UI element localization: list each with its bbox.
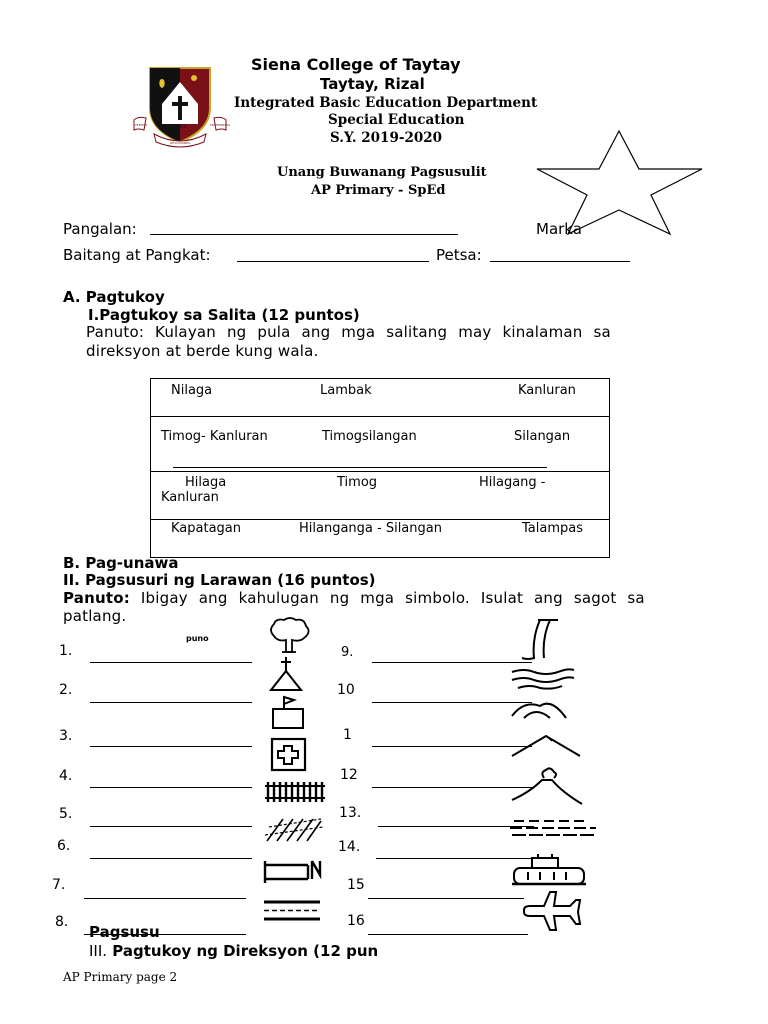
answer-line[interactable]: [90, 746, 252, 747]
answer-line[interactable]: [90, 826, 252, 827]
svg-text:VERITAS: VERITAS: [134, 123, 148, 127]
part-2-directions-line-2: patlang.: [63, 607, 127, 625]
word-cell[interactable]: Silangan: [514, 429, 571, 444]
church-symbol: [268, 655, 304, 693]
item-number: 12: [340, 767, 358, 783]
item-number: 14.: [338, 839, 361, 855]
item-number: 1: [343, 727, 352, 743]
item-number: 15: [347, 877, 365, 893]
answer-line[interactable]: [368, 934, 528, 935]
road-symbol: [262, 898, 322, 924]
part-2-directions-line-1: [63, 589, 645, 607]
grade-section-line[interactable]: [237, 261, 429, 262]
item-number: 6.: [57, 838, 71, 854]
section-a-title: A. Pagtukoy: [63, 288, 165, 306]
item-number: 9.: [341, 645, 354, 660]
hills-symbol: [510, 696, 568, 722]
word-cell: Kanluran: [161, 490, 219, 505]
word-cell[interactable]: Timog: [337, 475, 378, 490]
date-label: Petsa:: [436, 246, 482, 264]
word-cell[interactable]: Kapatagan: [171, 521, 242, 536]
river-symbol: [510, 666, 576, 692]
word-cell[interactable]: Talampas: [522, 521, 583, 536]
overlap-small-text: puno: [186, 634, 209, 643]
word-cell[interactable]: Nilaga: [171, 383, 213, 398]
school-location: Taytay, Rizal: [320, 75, 425, 93]
part-3-text: Pagtukoy ng Direksyon (12 pun: [112, 942, 379, 960]
word-table: [150, 378, 610, 558]
bed-symbol: [262, 857, 324, 887]
field-symbol: [263, 815, 325, 845]
program-name: Special Education: [328, 112, 465, 128]
exam-subject: AP Primary - SpEd: [311, 183, 446, 198]
department-name: Integrated Basic Education Department: [234, 95, 538, 111]
bridge-symbol: [263, 778, 327, 806]
date-line[interactable]: [490, 261, 630, 262]
directions-text: Ibigay ang kahulugan ng mga simbolo. Isulat ang sagot sa: [140, 589, 645, 607]
school-symbol: [270, 695, 306, 731]
name-line[interactable]: [150, 234, 458, 235]
item-number: 2.: [59, 682, 73, 698]
item-number: 1.: [59, 643, 73, 659]
word-cell[interactable]: Timog- Kanluran: [161, 429, 268, 444]
tree-symbol: [266, 616, 312, 656]
waterfall-symbol: [518, 618, 562, 662]
overlap-heading: Pagsusu: [89, 923, 160, 941]
answer-line[interactable]: [372, 746, 532, 747]
item-number: 4.: [59, 768, 73, 784]
word-cell[interactable]: Timogsilangan: [322, 429, 417, 444]
part-3-prefix: III.: [89, 942, 108, 960]
part-2-title: II. Pagsusuri ng Larawan (16 puntos): [63, 571, 376, 589]
item-number: 10: [337, 682, 355, 698]
word-cell[interactable]: Lambak: [320, 383, 372, 398]
word-cell[interactable]: Kanluran: [518, 383, 576, 398]
word-cell[interactable]: Hilanganga - Silangan: [299, 521, 442, 536]
hospital-symbol: [270, 737, 308, 773]
ship-symbol: [508, 852, 590, 888]
item-number: 7.: [52, 877, 66, 893]
answer-line[interactable]: [90, 702, 252, 703]
school-year: S.Y. 2019-2020: [330, 130, 443, 146]
answer-line[interactable]: [372, 702, 532, 703]
answer-line[interactable]: [368, 898, 524, 899]
item-number: 13.: [339, 805, 362, 821]
volcano-symbol: [510, 766, 586, 808]
section-b-title: B. Pag-unawa: [63, 554, 179, 572]
item-number: 3.: [59, 728, 73, 744]
part-3-title: [89, 942, 378, 960]
svg-text:FRATERNITAS: FRATERNITAS: [209, 123, 231, 127]
answer-line[interactable]: [90, 787, 252, 788]
airplane-symbol: [520, 890, 582, 934]
word-cell[interactable]: Hilaga: [185, 475, 227, 490]
part-1-directions-line-2: direksyon at berde kung wala.: [86, 342, 319, 360]
grade-section-label: Baitang at Pangkat:: [63, 246, 211, 264]
item-number: 5.: [59, 806, 73, 822]
item-number: 8.: [55, 914, 69, 930]
score-label: Marka: [536, 220, 582, 238]
exam-title: Unang Buwanang Pagsusulit: [277, 165, 487, 180]
svg-text:DEVOCIONES: DEVOCIONES: [170, 141, 190, 145]
school-name: Siena College of Taytay: [251, 55, 461, 74]
part-1-directions-line-1: Panuto: Kulayan ng pula ang mga salitang may kinalaman sa: [86, 323, 611, 341]
answer-line[interactable]: [372, 662, 532, 663]
item-number: 16: [347, 913, 365, 929]
word-cell[interactable]: Hilagang -: [479, 475, 546, 490]
svg-text:1957: 1957: [173, 124, 187, 130]
school-seal: [132, 64, 231, 148]
directions-label: Panuto:: [63, 589, 130, 607]
lake-symbol: [508, 817, 598, 839]
page-footer: AP Primary page 2: [63, 970, 178, 984]
answer-line[interactable]: [90, 662, 252, 663]
part-1-title: I.Pagtukoy sa Salita (12 puntos): [88, 306, 360, 324]
answer-line[interactable]: [90, 858, 252, 859]
mountain-symbol: [510, 732, 582, 760]
answer-line[interactable]: [372, 787, 532, 788]
name-label: Pangalan:: [63, 220, 137, 238]
answer-line[interactable]: [84, 898, 246, 899]
